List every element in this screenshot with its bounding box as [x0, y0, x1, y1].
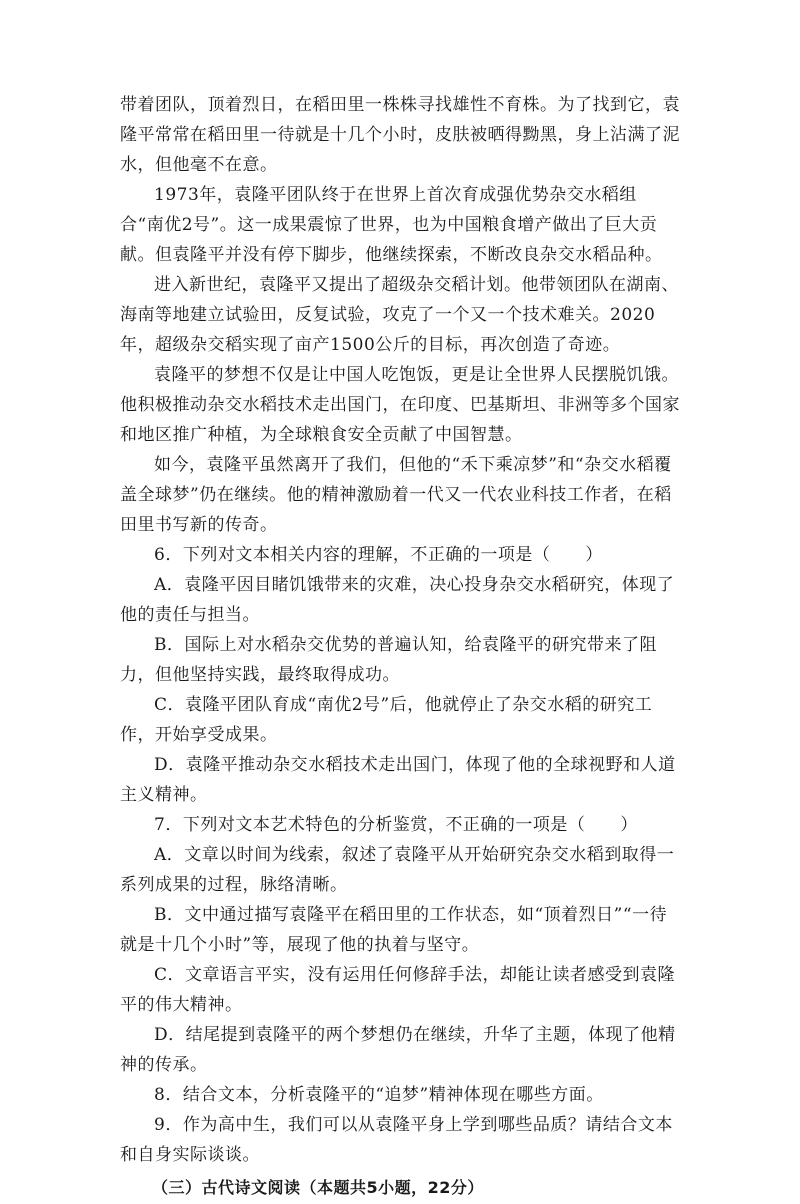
question-7-stem: 7．下列对文本艺术特色的分析鉴赏，不正确的一项是（ ） — [154, 815, 638, 835]
section-3-heading: （三）古代诗文阅读（本题共5小题，22分） — [152, 1178, 484, 1197]
question-6-stem: 6．下列对文本相关内容的理解，不正确的一项是（ ） — [154, 545, 603, 565]
question-6-option-b: B．国际上对水稻杂交优势的普遍认知，给袁隆平的研究带来了阻力，但他坚持实践，最终取得成功。 — [120, 635, 657, 685]
question-6-option-c: C．袁隆平团队育成“南优2号”后，他就停止了杂交水稻的研究工作，开始享受成果。 — [120, 695, 653, 745]
question-6-option-d: D．袁隆平推动杂交水稻技术走出国门，体现了他的全球视野和人道主义精神。 — [120, 755, 676, 805]
passage-paragraph-4: 袁隆平的梦想不仅是让中国人吃饱饭，更是让全世界人民摆脱饥饿。他积极推动杂交水稻技术走出国门，在印度、巴基斯坦、非洲等多个国家和地区推广种植，为全球粮食安全贡献了中国智慧。 — [120, 365, 680, 445]
passage-paragraph-3: 进入新世纪，袁隆平又提出了超级杂交稻计划。他带领团队在湖南、海南等地建立试验田，反复试验，攻克了一个又一个技术难关。2020年，超级杂交稻实现了亩产1500公斤的目标，再次创造了奇迹。 — [120, 275, 679, 355]
question-9: 9．作为高中生，我们可以从袁隆平身上学到哪些品质？请结合文本和自身实际谈谈。 — [120, 1115, 673, 1165]
question-7-option-b: B．文中通过描写袁隆平在稻田里的工作状态，如“顶着烈日”“一待就是十几个小时”等，展现了他的执着与坚守。 — [120, 905, 668, 955]
passage-paragraph-5: 如今，袁隆平虽然离开了我们，但他的“禾下乘凉梦”和“杂交水稻覆盖全球梦”仍在继续。他的精神激励着一代又一代农业科技工作者，在稻田里书写新的传奇。 — [120, 455, 672, 535]
document-page — [120, 90, 680, 1204]
passage-paragraph-1: 带着团队，顶着烈日，在稻田里一株株寻找雄性不育株。为了找到它，袁隆平常常在稻田里一待就是十几个小时，皮肤被晒得黝黑，身上沾满了泥水，但他毫不在意。 — [120, 95, 680, 175]
question-6 — [120, 540, 680, 810]
question-7-option-a: A．文章以时间为线索，叙述了袁隆平从开始研究杂交水稻到取得一系列成果的过程，脉络清晰。 — [120, 845, 675, 895]
question-7-option-d: D．结尾提到袁隆平的两个梦想仍在继续，升华了主题，体现了他精神的传承。 — [120, 1025, 676, 1075]
question-7 — [120, 810, 680, 1080]
question-6-option-a: A．袁隆平因目睹饥饿带来的灾难，决心投身杂交水稻研究，体现了他的责任与担当。 — [120, 575, 675, 625]
question-8: 8．结合文本，分析袁隆平的“追梦”精神体现在哪些方面。 — [154, 1085, 604, 1105]
question-7-option-c: C．文章语言平实，没有运用任何修辞手法，却能让读者感受到袁隆平的伟大精神。 — [120, 965, 676, 1015]
passage-paragraph-2: 1973年，袁隆平团队终于在世界上首次育成强优势杂交水稻组合“南优2号”。这一成果震惊了世界，也为中国粮食增产做出了巨大贡献。但袁隆平并没有停下脚步，他继续探索，不断改良杂交水稻品种。 — [120, 185, 663, 265]
